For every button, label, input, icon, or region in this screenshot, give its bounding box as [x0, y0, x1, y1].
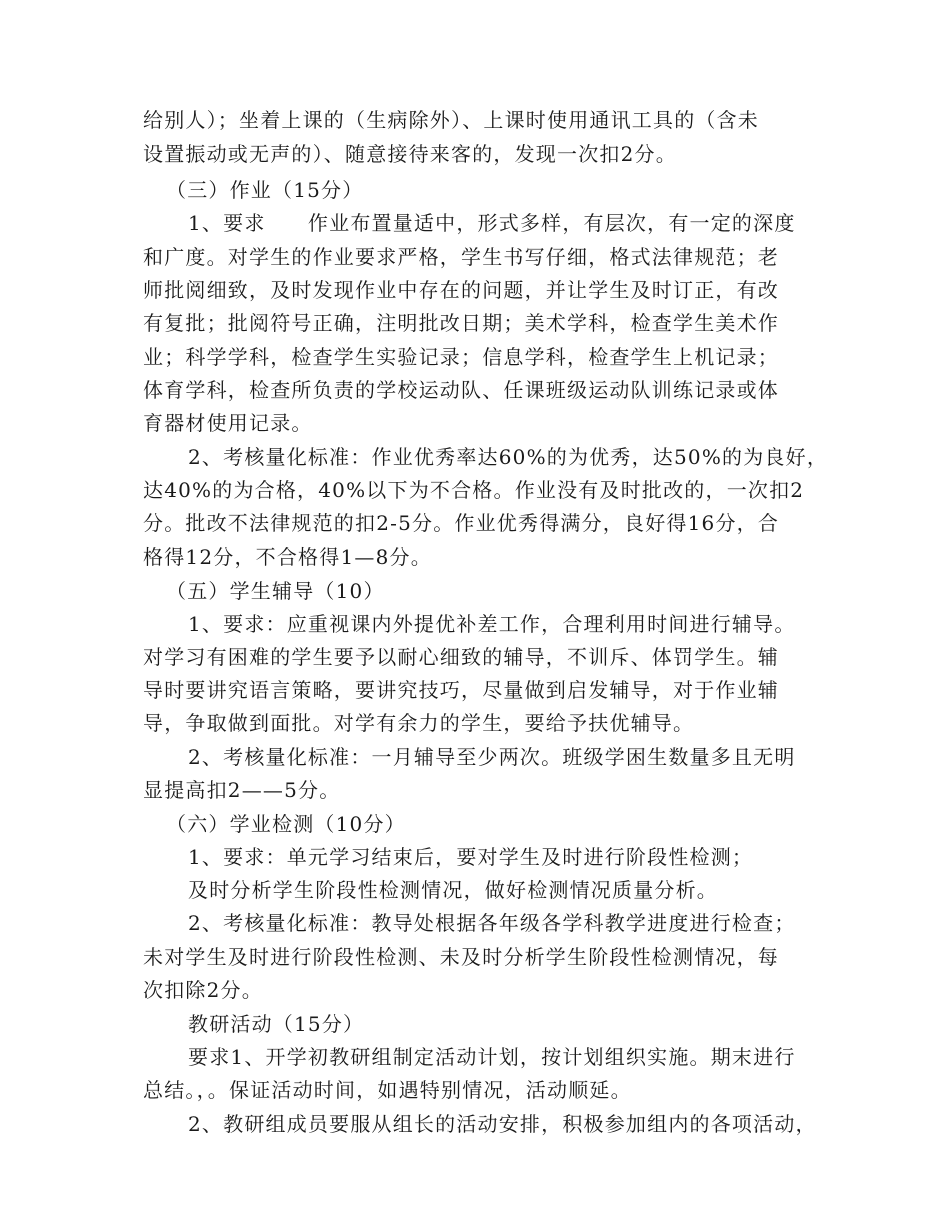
text-line: 育器材使用记录。: [143, 411, 313, 435]
text-line: 2、考核量化标准：一月辅导至少两次。班级学困生数量多且无明: [188, 745, 796, 769]
text-line: 对学习有困难的学生要予以耐心细致的辅导，不训斥、体罚学生。辅: [143, 645, 779, 669]
text-line: 2、教研组成员要服从组长的活动安排，积极参加组内的各项活动，: [188, 1112, 817, 1136]
text-line: 要求1、开学初教研组制定活动计划，按计划组织实施。期末进行: [188, 1045, 796, 1069]
text-line: 格得12分，不合格得1—8分。: [143, 545, 432, 569]
text-line: 导时要讲究语言策略，要讲究技巧，尽量做到启发辅导，对于作业辅: [143, 678, 779, 702]
text-line: 1、要求 作业布置量适中，形式多样，有层次，有一定的深度: [188, 211, 796, 235]
text-line: 导，争取做到面批。对学有余力的学生，要给予扶优辅导。: [143, 711, 695, 735]
text-line: 分。批改不法律规范的扣2-5分。作业优秀得满分，良好得16分，合: [143, 511, 780, 535]
text-line: 有复批；批阅符号正确，注明批改日期；美术学科，检查学生美术作: [143, 311, 779, 335]
section-heading: 教研活动（15分）: [188, 1012, 365, 1036]
section-heading: （三）作业（15分）: [166, 178, 364, 202]
text-line: 1、要求：单元学习结束后，要对学生及时进行阶段性检测；: [188, 845, 754, 869]
text-line: 业；科学学科，检查学生实验记录；信息学科，检查学生上机记录；: [143, 345, 779, 369]
text-line: 1、要求：应重视课内外提优补差工作，合理利用时间进行辅导。: [188, 612, 796, 636]
text-line: 师批阅细致，及时发现作业中存在的问题，并让学生及时订正，有改: [143, 278, 779, 302]
text-line: 次扣除2分。: [143, 978, 263, 1002]
text-line: 显提高扣2——5分。: [143, 778, 341, 802]
text-line: 未对学生及时进行阶段性检测、未及时分析学生阶段性检测情况，每: [143, 945, 779, 969]
text-line: 体育学科，检查所负责的学校运动队、任课班级运动队训练记录或体: [143, 378, 779, 402]
text-line: 设置振动或无声的）、随意接待来客的，发现一次扣2分。: [143, 142, 677, 166]
section-heading: （六）学业检测（10分）: [166, 812, 406, 836]
text-line: 和广度。对学生的作业要求严格，学生书写仔细，格式法律规范；老: [143, 245, 779, 269]
text-line: 及时分析学生阶段性检测情况，做好检测情况质量分析。: [188, 878, 718, 902]
text-line: 给别人）；坐着上课的（生病除外）、上课时使用通讯工具的（含未: [143, 108, 759, 132]
text-line: 2、考核量化标准：作业优秀率达60%的为优秀，达50%的为良好，: [188, 445, 829, 469]
section-heading: （五）学生辅导（10）: [166, 579, 385, 603]
text-line: 2、考核量化标准：教导处根据各年级各学科教学进度进行检查；: [188, 911, 796, 935]
text-line: 总结。，。保证活动时间，如遇特别情况，活动顺延。: [143, 1078, 632, 1102]
text-line: 达40%的为合格，40%以下为不合格。作业没有及时批改的，一次扣2: [143, 478, 805, 502]
